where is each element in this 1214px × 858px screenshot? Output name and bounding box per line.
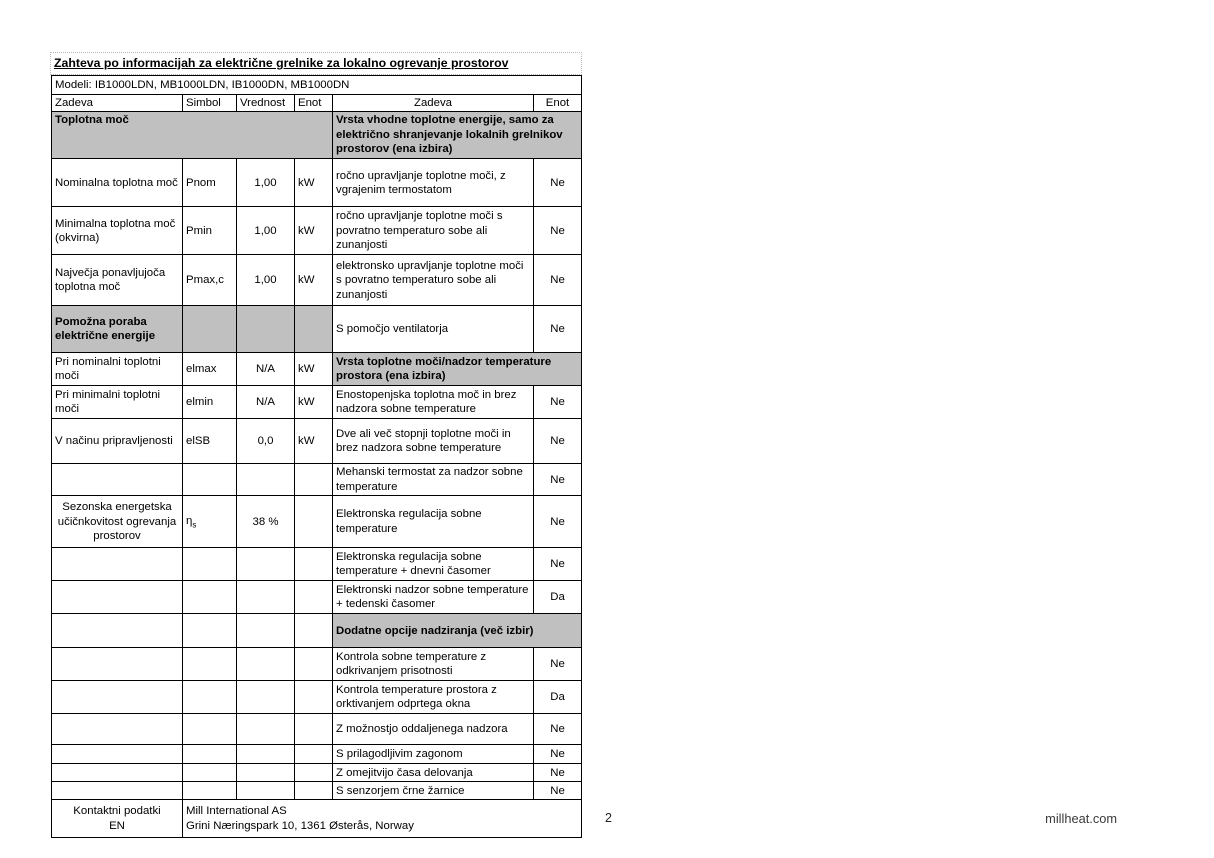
cell-option: S pomočjo ventilatorja xyxy=(333,306,534,353)
table-row-seasonal-efficiency xyxy=(52,496,582,548)
cell-empty xyxy=(295,681,333,714)
cell-empty xyxy=(237,648,295,681)
models-row xyxy=(52,76,582,95)
cell-option: Enostopenjska toplotna moč in brez nadzora sobne temperature xyxy=(333,386,534,419)
col-header-symbol: Simbol xyxy=(183,95,237,112)
cell-item: Minimalna toplotna moč (okvirna) xyxy=(52,207,183,255)
cell-value: 38 % xyxy=(237,496,295,548)
cell-value: N/A xyxy=(237,353,295,386)
cell-option: Elektronski nadzor sobne temperature + tedenski časomer xyxy=(333,581,534,614)
cell-answer: Ne xyxy=(534,548,582,581)
table-row-adaptive-start xyxy=(52,745,582,764)
cell-empty xyxy=(52,745,183,764)
cell-symbol: elmax xyxy=(183,353,237,386)
cell-empty xyxy=(183,681,237,714)
cell-empty xyxy=(237,581,295,614)
cell-item: Največja ponavljujoča toplotna moč xyxy=(52,255,183,306)
cell-empty xyxy=(52,614,183,648)
cell-unit: kW xyxy=(295,386,333,419)
cell-empty xyxy=(52,681,183,714)
cell-empty xyxy=(295,648,333,681)
cell-option: Mehanski termostat za nadzor sobne temperature xyxy=(333,464,534,496)
models-line: Modeli: IB1000LDN, MB1000LDN, IB1000DN, MB1000DN xyxy=(52,76,582,95)
cell-unit: kW xyxy=(295,207,333,255)
table-row-daily-timer xyxy=(52,548,582,581)
cell-option: Z možnostjo oddaljenega nadzora xyxy=(333,714,534,745)
col-header-unit-left: Enot xyxy=(295,95,333,112)
cell-value: 1,00 xyxy=(237,159,295,207)
cell-empty xyxy=(52,764,183,782)
cell-item: V načinu pripravljenosti xyxy=(52,419,183,464)
cell-empty xyxy=(183,464,237,496)
cell-option: S prilagodljivim zagonom xyxy=(333,745,534,764)
cell-empty xyxy=(52,714,183,745)
cell-unit: kW xyxy=(295,353,333,386)
cell-empty xyxy=(237,614,295,648)
cell-option: Kontrola temperature prostora z orktivanjem odprtega okna xyxy=(333,681,534,714)
contact-label-line2: EN xyxy=(109,819,125,832)
cell-answer: Ne xyxy=(534,764,582,782)
cell-empty xyxy=(183,306,237,353)
cell-option: Z omejitvijo časa delovanja xyxy=(333,764,534,782)
cell-answer: Ne xyxy=(534,159,582,207)
section-input-energy: Vrsta vhodne toplotne energije, samo za električno shranjevanje lokalnih grelnikov prostorov (ena izbira) xyxy=(333,112,582,159)
eta-subscript: s xyxy=(192,520,197,530)
cell-answer: Ne xyxy=(534,419,582,464)
cell-unit: kW xyxy=(295,159,333,207)
cell-empty xyxy=(183,614,237,648)
cell-answer: Ne xyxy=(534,255,582,306)
cell-empty xyxy=(183,782,237,800)
contact-row xyxy=(52,800,582,838)
website-link: millheat.com xyxy=(1045,811,1117,826)
cell-answer: Ne xyxy=(534,207,582,255)
cell-value: 1,00 xyxy=(237,207,295,255)
cell-item: Pri nominalni toplotni moči xyxy=(52,353,183,386)
cell-option: Dve ali več stopnji toplotne moči in brez nadzora sobne temperature xyxy=(333,419,534,464)
col-header-item-right: Zadeva xyxy=(333,95,534,112)
table-row-black-bulb-sensor xyxy=(52,782,582,800)
section-heat-control: Vrsta toplotne moči/nadzor temperature prostora (ena izbira) xyxy=(333,353,582,386)
cell-symbol: elSB xyxy=(183,419,237,464)
cell-empty xyxy=(52,782,183,800)
cell-empty xyxy=(237,548,295,581)
cell-empty xyxy=(183,648,237,681)
contact-company: Mill International AS xyxy=(186,805,287,818)
cell-empty xyxy=(295,306,333,353)
cell-value: 0,0 xyxy=(237,419,295,464)
table-row-remote-control xyxy=(52,714,582,745)
cell-answer: Ne xyxy=(534,464,582,496)
cell-option: elektronsko upravljanje toplotne moči s povratno temperaturo sobe ali zunanjosti xyxy=(333,255,534,306)
cell-empty xyxy=(183,764,237,782)
cell-empty xyxy=(295,745,333,764)
cell-answer: Ne xyxy=(534,386,582,419)
cell-option: S senzorjem črne žarnice xyxy=(333,782,534,800)
cell-empty xyxy=(237,714,295,745)
col-header-item-left: Zadeva xyxy=(52,95,183,112)
cell-item: Sezonska energetska učičnkovitost ogrevanja prostorov xyxy=(52,496,183,548)
cell-symbol: elmin xyxy=(183,386,237,419)
cell-empty xyxy=(183,714,237,745)
cell-empty xyxy=(183,745,237,764)
cell-empty xyxy=(237,306,295,353)
table-row-elsb xyxy=(52,419,582,464)
cell-empty xyxy=(295,764,333,782)
sheet-title-box xyxy=(50,52,582,75)
cell-unit: kW xyxy=(295,419,333,464)
table-row-presence-detection xyxy=(52,648,582,681)
cell-empty xyxy=(237,782,295,800)
cell-option: ročno upravljanje toplotne moči s povratno temperaturo sobe ali zunanjosti xyxy=(333,207,534,255)
section-row-aux-power xyxy=(52,306,582,353)
cell-unit xyxy=(295,496,333,548)
table-row-pnom xyxy=(52,159,582,207)
contact-street: Grini Næringspark 10, 1361 Østerås, Norway xyxy=(186,819,414,832)
cell-empty xyxy=(52,581,183,614)
cell-item: Nominalna toplotna moč xyxy=(52,159,183,207)
section-other-options: Dodatne opcije nadziranja (več izbir) xyxy=(333,614,582,648)
information-sheet xyxy=(50,52,582,838)
cell-symbol: Pmin xyxy=(183,207,237,255)
cell-value: N/A xyxy=(237,386,295,419)
cell-empty xyxy=(295,464,333,496)
section-aux-power: Pomožna poraba električne energije xyxy=(52,306,183,353)
cell-answer: Ne xyxy=(534,496,582,548)
cell-empty xyxy=(52,464,183,496)
col-header-unit-right: Enot xyxy=(534,95,582,112)
cell-empty xyxy=(295,714,333,745)
header-row xyxy=(52,95,582,112)
cell-symbol: Pnom xyxy=(183,159,237,207)
table-row-weekly-timer xyxy=(52,581,582,614)
table-row-time-limit xyxy=(52,764,582,782)
section-row-heat-output xyxy=(52,112,582,159)
cell-answer: Ne xyxy=(534,782,582,800)
contact-label-line1: Kontaktni podatki xyxy=(73,805,161,818)
cell-unit: kW xyxy=(295,255,333,306)
heater-info-table xyxy=(51,75,582,838)
cell-empty xyxy=(237,745,295,764)
cell-answer: Da xyxy=(534,681,582,714)
col-header-value: Vrednost xyxy=(237,95,295,112)
page-number: 2 xyxy=(605,811,612,825)
eta-symbol: η xyxy=(186,514,193,527)
cell-option: ročno upravljanje toplotne moči, z vgrajenim termostatom xyxy=(333,159,534,207)
section-row-other-options xyxy=(52,614,582,648)
cell-empty xyxy=(295,548,333,581)
cell-empty xyxy=(52,548,183,581)
cell-answer: Da xyxy=(534,581,582,614)
contact-address xyxy=(183,800,582,838)
cell-answer: Ne xyxy=(534,714,582,745)
section-heat-output: Toplotna moč xyxy=(52,112,333,159)
cell-option: Elektronska regulacija sobne temperature + dnevni časomer xyxy=(333,548,534,581)
cell-empty xyxy=(237,764,295,782)
table-row-elmin xyxy=(52,386,582,419)
contact-label xyxy=(52,800,183,838)
cell-empty xyxy=(183,581,237,614)
cell-item: Pri minimalni toplotni moči xyxy=(52,386,183,419)
cell-empty xyxy=(295,614,333,648)
cell-symbol: Pmax,c xyxy=(183,255,237,306)
cell-option: Elektronska regulacija sobne temperature xyxy=(333,496,534,548)
cell-empty xyxy=(183,548,237,581)
cell-empty xyxy=(237,681,295,714)
cell-answer: Ne xyxy=(534,306,582,353)
cell-empty xyxy=(295,782,333,800)
cell-empty xyxy=(295,581,333,614)
cell-option: Kontrola sobne temperature z odkrivanjem prisotnosti xyxy=(333,648,534,681)
table-row-mechanical-thermostat xyxy=(52,464,582,496)
cell-answer: Ne xyxy=(534,745,582,764)
table-row-pmin xyxy=(52,207,582,255)
cell-empty xyxy=(237,464,295,496)
sheet-title: Zahteva po informacijah za električne grelnike za lokalno ogrevanje prostorov xyxy=(54,56,509,70)
table-row-elmax xyxy=(52,353,582,386)
cell-value: 1,00 xyxy=(237,255,295,306)
cell-empty xyxy=(52,648,183,681)
cell-answer: Ne xyxy=(534,648,582,681)
table-row-open-window xyxy=(52,681,582,714)
table-row-pmaxc xyxy=(52,255,582,306)
cell-symbol xyxy=(183,496,237,548)
